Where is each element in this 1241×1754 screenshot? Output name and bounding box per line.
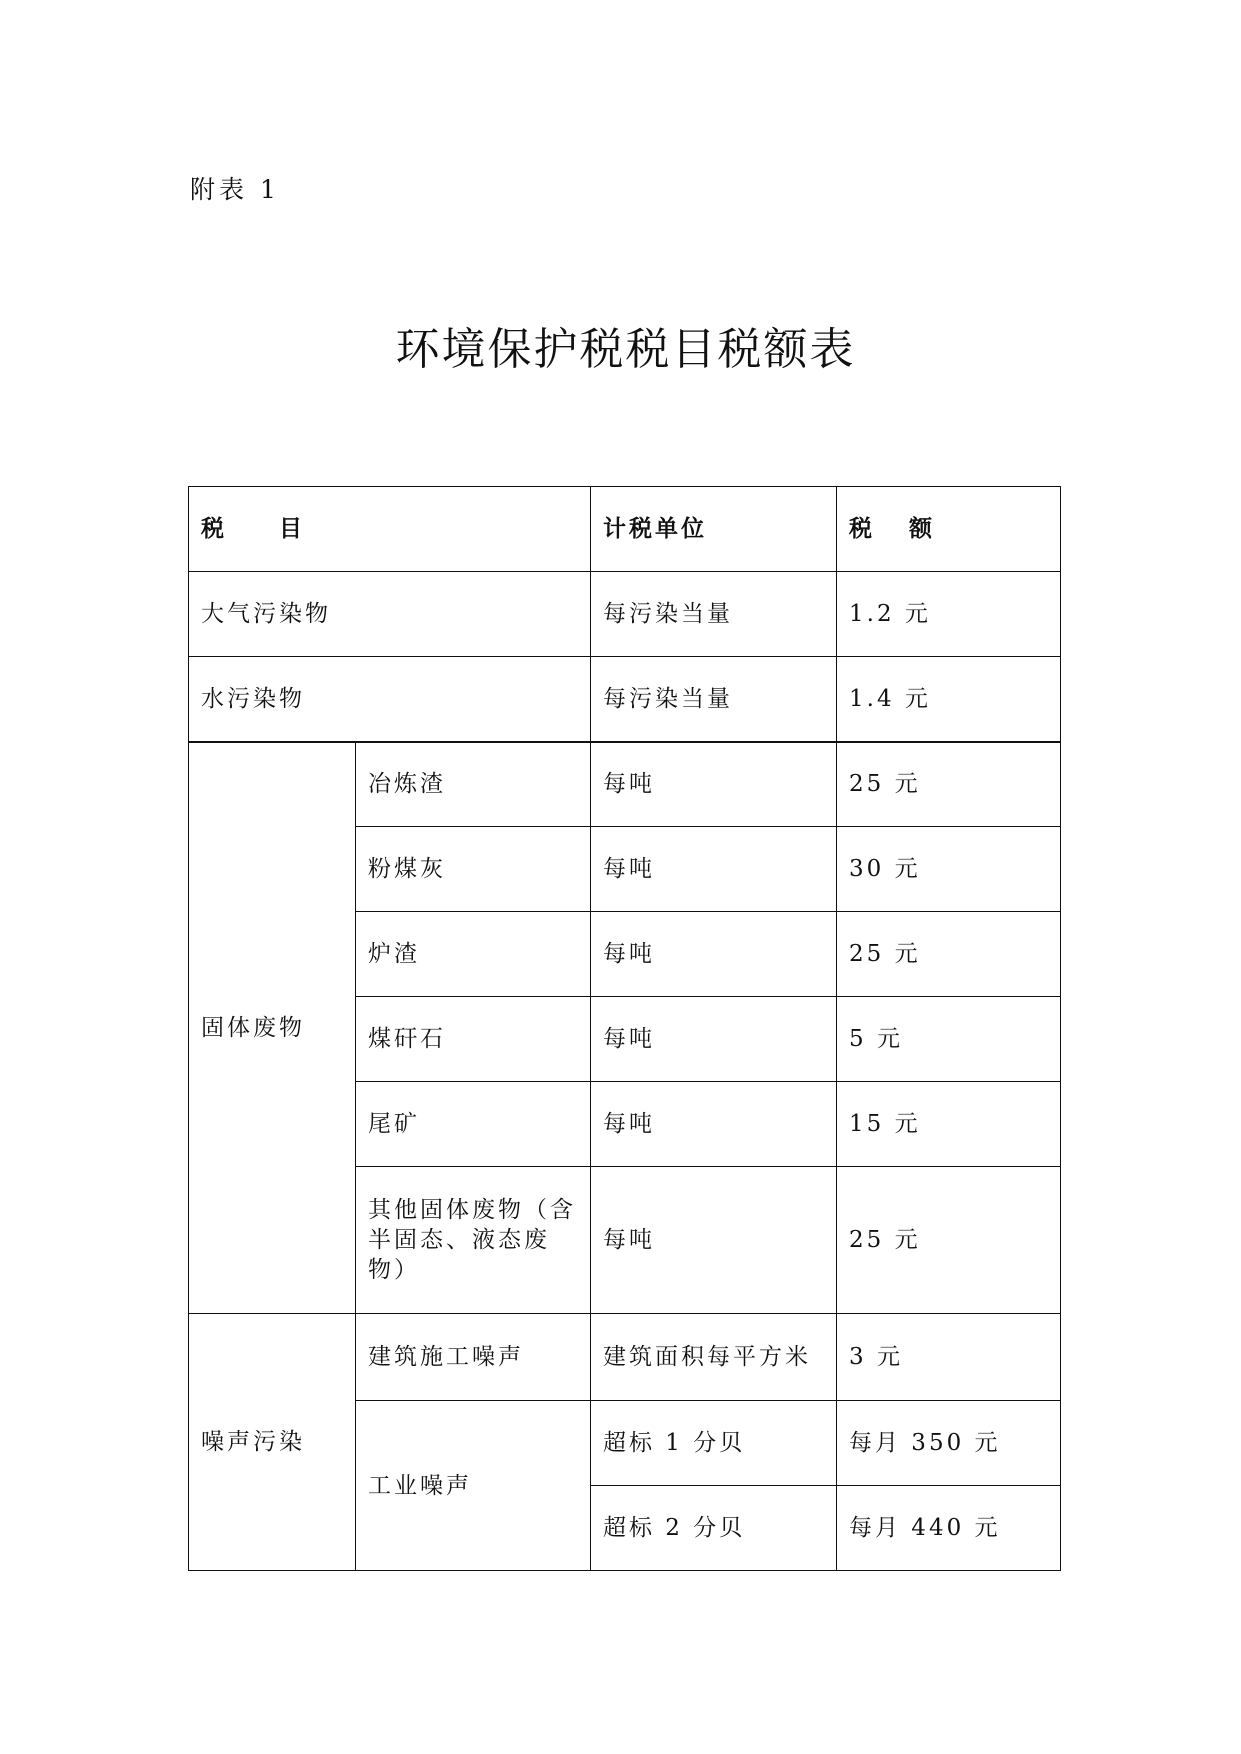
- subitem-cell: 工业噪声: [356, 1401, 591, 1571]
- unit-cell: 每吨: [591, 912, 837, 997]
- subitem-cell: 煤矸石: [356, 997, 591, 1082]
- amount-cell: 5 元: [837, 997, 1061, 1082]
- unit-cell: 每污染当量: [591, 572, 837, 657]
- unit-cell: 每吨: [591, 1082, 837, 1167]
- unit-cell: 每污染当量: [591, 657, 837, 742]
- subitem-cell: 粉煤灰: [356, 827, 591, 912]
- unit-cell: 每吨: [591, 827, 837, 912]
- table-row: [189, 742, 1061, 827]
- amount-cell: 25 元: [837, 912, 1061, 997]
- header-unit: 计税单位: [591, 487, 837, 572]
- amount-cell: 1.2 元: [837, 572, 1061, 657]
- tax-table: [188, 486, 1061, 1571]
- table-header-row: [189, 487, 1061, 572]
- table-row: [189, 572, 1061, 657]
- unit-cell: 每吨: [591, 997, 837, 1082]
- amount-cell: 25 元: [837, 742, 1061, 827]
- subitem-cell: 尾矿: [356, 1082, 591, 1167]
- page-title: 环境保护税税目税额表: [395, 324, 856, 375]
- subitem-cell: 炉渣: [356, 912, 591, 997]
- unit-cell: 每吨: [591, 1167, 837, 1314]
- item-cell: 水污染物: [189, 657, 591, 742]
- table-row: [189, 657, 1061, 742]
- subitem-cell: 其他固体废物（含半固态、液态废物）: [356, 1167, 591, 1314]
- unit-cell: 每吨: [591, 742, 837, 827]
- amount-cell: 1.4 元: [837, 657, 1061, 742]
- subitem-cell: 建筑施工噪声: [356, 1314, 591, 1401]
- category-cell: 噪声污染: [189, 1314, 356, 1571]
- item-cell: 大气污染物: [189, 572, 591, 657]
- annex-label: 附表 1: [190, 175, 280, 204]
- amount-cell: 30 元: [837, 827, 1061, 912]
- amount-cell: 每月 350 元: [837, 1401, 1061, 1486]
- unit-cell: 超标 1 分贝: [591, 1401, 837, 1486]
- unit-cell: 超标 2 分贝: [591, 1486, 837, 1571]
- amount-cell: 3 元: [837, 1314, 1061, 1401]
- table-row: [189, 1314, 1061, 1401]
- category-cell: 固体废物: [189, 742, 356, 1314]
- subitem-cell: 冶炼渣: [356, 742, 591, 827]
- amount-cell: 25 元: [837, 1167, 1061, 1314]
- amount-cell: 每月 440 元: [837, 1486, 1061, 1571]
- amount-cell: 15 元: [837, 1082, 1061, 1167]
- header-item: 税 目: [189, 487, 591, 572]
- unit-cell: 建筑面积每平方米: [591, 1314, 837, 1401]
- header-amount: 税 额: [837, 487, 1061, 572]
